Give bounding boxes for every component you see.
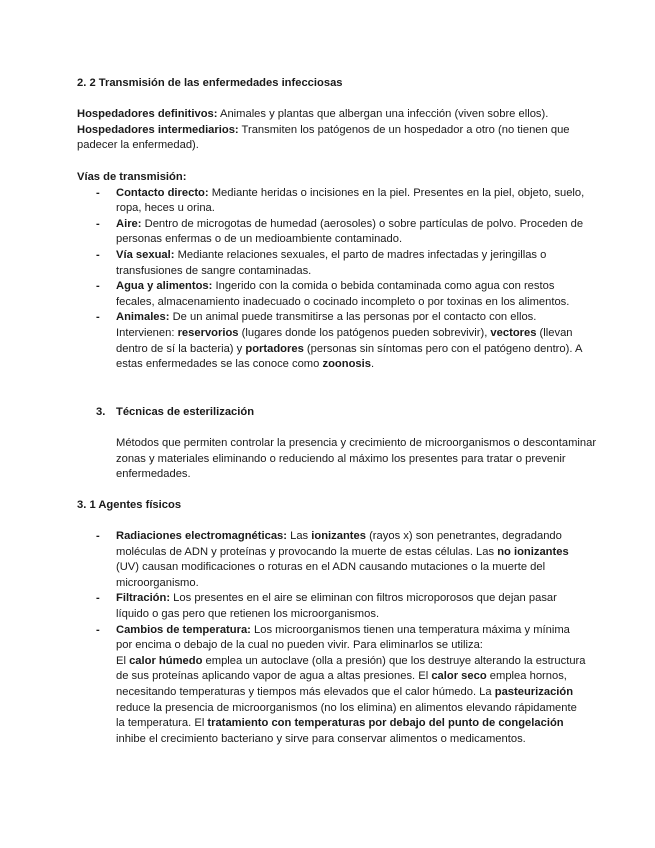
definitive-hosts <box>77 107 587 123</box>
non-ionizing-term: no ionizantes <box>497 545 569 558</box>
section-2-2-heading: 2. 2 Transmisión de las enfermedades infecciosas <box>77 77 343 89</box>
list-item <box>77 591 587 622</box>
animals-text: (lugares donde los patógenos pueden sobrevivir), <box>238 326 491 339</box>
physical-agents-list <box>77 529 587 747</box>
list-item <box>77 623 587 748</box>
animals-text: . <box>370 358 375 371</box>
carriers-term: portadores <box>245 342 304 355</box>
wet-heat-term: calor húmedo <box>129 654 203 667</box>
section-3-number: 3. <box>96 406 106 418</box>
contact-label: Contacto directo: <box>116 186 209 199</box>
water-text: Ingerido con la comida o bebida contaminada como agua con restos fecales, almacenamiento inadecuado o cocinado incompleto o por toxinas en los alimentos. <box>116 280 570 308</box>
list-item <box>77 217 587 248</box>
section-3-1-heading: 3. 1 Agentes físicos <box>77 499 182 511</box>
freezing-term: tratamiento con temperaturas por debajo del punto de congelación <box>207 717 564 730</box>
animals-text: (personas sin síntomas pero con el patógeno dentro). A estas enfermedades se las conoce como <box>116 342 582 371</box>
physical-agents <box>77 529 587 747</box>
water-label: Agua y alimentos: <box>116 280 213 293</box>
filtration-label: Filtración: <box>116 592 171 605</box>
vectors-term: vectores <box>490 326 537 339</box>
temperature-text: reduce la presencia de microorganismos (no los elimina) en alimentos elevando rápidamente la temperatura. El <box>116 701 577 730</box>
section-3-heading <box>77 405 626 421</box>
pasteurization-term: pasteurización <box>494 685 574 698</box>
radiation-text: (rayos x) son penetrantes, degradando moléculas de ADN y proteínas y provocando la muerte de estas células. Las <box>116 530 562 558</box>
animals-label: Animales: <box>116 311 170 324</box>
routes-list <box>77 186 587 373</box>
zoonosis-term: zoonosis <box>322 358 371 371</box>
list-item <box>77 310 587 372</box>
radiation-label: Radiaciones electromagnéticas: <box>116 530 287 542</box>
dry-heat-term: calor seco <box>431 670 487 683</box>
intermediate-hosts-label: Hospedadores intermediarios: <box>77 123 239 136</box>
radiation-text: Las <box>287 530 312 542</box>
definitive-hosts-label: Hospedadores definitivos: <box>77 108 218 120</box>
animals-text: (llevan dentro de sí la bacteria) y <box>116 326 573 355</box>
transmission-routes <box>77 170 587 373</box>
temperature-text: El <box>116 654 130 667</box>
radiation-text: (UV) causan modificaciones o roturas en el ADN causando mutaciones o la muerte del microorganismo. <box>116 561 546 589</box>
list-item <box>77 529 587 591</box>
air-text: Dentro de microgotas de humedad (aerosoles) o sobre partículas de polvo. Proceden de personas enfermas o de un medioambiente contaminado. <box>116 217 584 246</box>
temperature-text: emplea hornos, necesitando temperaturas y tiempos más elevados que el calor húmedo. La <box>116 670 567 698</box>
list-item <box>77 248 587 279</box>
list-item <box>77 186 587 217</box>
list-item <box>77 279 587 310</box>
definitive-hosts-text: Animales y plantas que albergan una infección (viven sobre ellos). <box>217 108 549 120</box>
reservoirs-term: reservorios <box>177 326 239 339</box>
intermediate-hosts-text: Transmiten los patógenos de un hospedador a otro (no tienen que padecer la enfermedad). <box>77 123 570 152</box>
filtration-text: Los presentes en el aire se eliminan con filtros microporosos que dejan pasar líquido o gas pero que retienen los microorganismos. <box>116 592 557 620</box>
section-3-title: Técnicas de esterilización <box>116 406 255 418</box>
sexual-label: Vía sexual: <box>116 248 175 261</box>
ionizing-term: ionizantes <box>311 530 366 542</box>
contact-text: Mediante heridas o incisiones en la piel. Presentes en la piel, objeto, suelo, ropa, heces u orina. <box>116 186 585 215</box>
temperature-text: emplea un autoclave (olla a presión) que los destruye alterando la estructura de sus proteínas aplicando vapor de agua a altas presiones. El <box>116 654 586 683</box>
sexual-text: Mediante relaciones sexuales, el parto de madres infectadas y jeringillas o transfusiones de sangre contaminadas. <box>116 248 547 277</box>
section-3-intro <box>77 436 626 483</box>
temperature-text: Los microorganismos tienen una temperatura máxima y mínima por encima o debajo de la cual no pueden vivir. Para eliminarlos se utiliza: <box>116 623 570 652</box>
hosts-paragraph <box>77 107 587 154</box>
animals-text: De un animal puede transmitirse a las personas por el contacto con ellos. Intervienen: <box>116 311 537 339</box>
intermediate-hosts <box>77 123 587 154</box>
temperature-label: Cambios de temperatura: <box>116 623 251 636</box>
routes-heading: Vías de transmisión: <box>77 171 187 183</box>
section-3-intro-text: Métodos que permiten controlar la presencia y crecimiento de microorganismos o descontaminar zonas y materiales eliminando o reduciendo al máximo los presentes para tratar o prevenir enfermedades. <box>116 437 597 481</box>
temperature-text: inhibe el crecimiento bacteriano y sirve para conservar alimentos o medicamentos. <box>116 732 526 745</box>
air-label: Aire: <box>116 217 142 230</box>
